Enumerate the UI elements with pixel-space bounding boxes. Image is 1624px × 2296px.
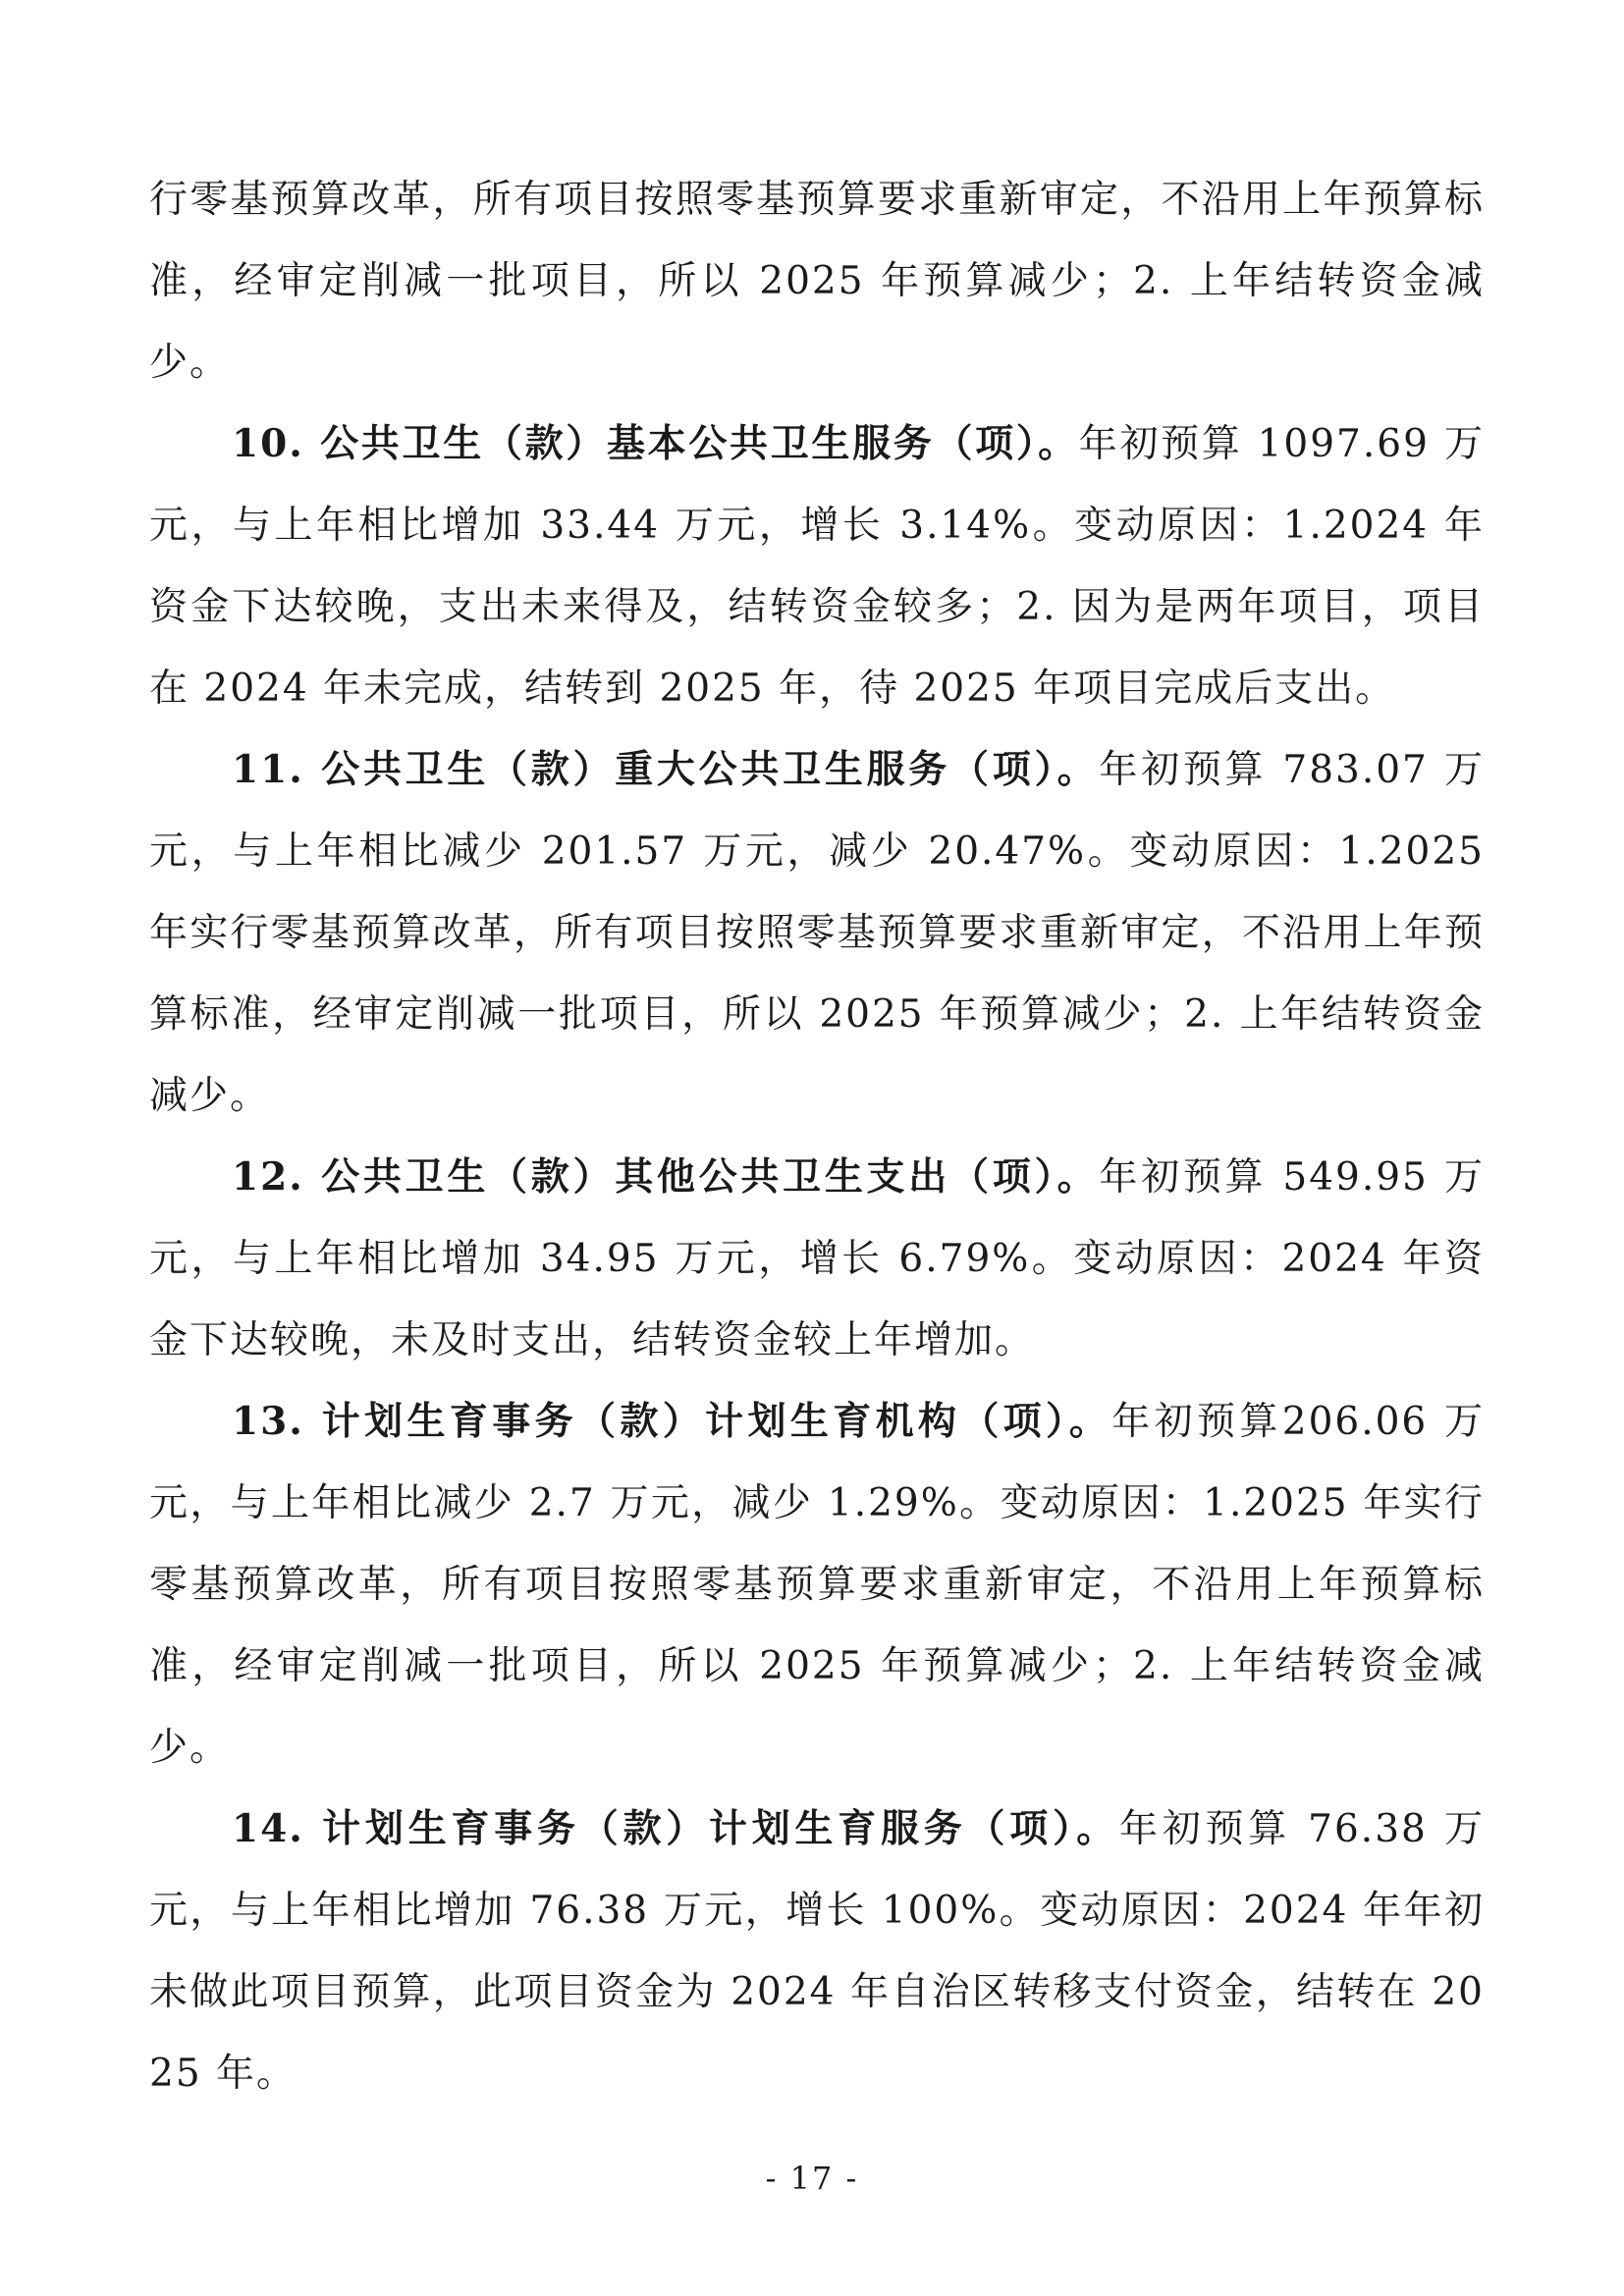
paragraph-heading: 13. 计划生育事务（款）计划生育机构（项）。 [232,1399,1112,1444]
paragraph-body: 年初预算 76.38 万元，与上年相比增加 76.38 万元，增长 100%。变动原因：2024 年年初未做此项目预算，此项目资金为 2024 年自治区转移支付资金，结转在 2025 年。 [149,1807,1485,2096]
paragraph-body: 年初预算 1097.69 万元，与上年相比增加 33.44 万元，增长 3.14%。变动原因：1.2024 年资金下达较晚，支出未来得及，结转资金较多；2. 因为是两年项目，项目在 2024 年未完成，结转到 2025 年，待 2025 年项目完成后支出。 [149,422,1485,711]
paragraph-item-11 [149,729,1485,1137]
paragraph-heading: 11. 公共卫生（款）重大公共卫生服务（项）。 [232,747,1100,792]
paragraph-body: 年初预算 783.07 万元，与上年相比减少 201.57 万元，减少 20.47%。变动原因：1.2025 年实行零基预算改革，所有项目按照零基预算要求重新审定，不沿用上年预算标准，经审定削减一批项目，所以 2025 年预算减少；2. 上年结转资金减少。 [149,748,1485,1118]
paragraph-body: 年初预算206.06 万元，与上年相比减少 2.7 万元，减少 1.29%。变动原因：1.2025 年实行零基预算改革，所有项目按照零基预算要求重新审定，不沿用上年预算标准，经审定削减一批项目，所以 2025 年预算减少；2. 上年结转资金减少。 [149,1400,1485,1770]
paragraph-item-10 [149,403,1485,729]
paragraph-item-14 [149,1789,1485,2114]
paragraph-continuation [149,159,1485,403]
page-number: - 17 - [765,2160,859,2197]
paragraph-body: 行零基预算改革，所有项目按照零基预算要求重新审定，不沿用上年预算标准，经审定削减一批项目，所以 2025 年预算减少；2. 上年结转资金减少。 [149,178,1485,385]
paragraph-heading: 12. 公共卫生（款）其他公共卫生支出（项）。 [232,1154,1100,1200]
paragraph-heading: 14. 计划生育事务（款）计划生育服务（项）。 [232,1806,1120,1851]
paragraph-body: 年初预算 549.95 万元，与上年相比增加 34.95 万元，增长 6.79%。变动原因：2024 年资金下达较晚，未及时支出，结转资金较上年增加。 [149,1155,1485,1362]
document-page [149,159,1485,2114]
paragraph-heading: 10. 公共卫生（款）基本公共卫生服务（项）。 [232,421,1079,466]
paragraph-item-13 [149,1381,1485,1789]
paragraph-item-12 [149,1137,1485,1381]
